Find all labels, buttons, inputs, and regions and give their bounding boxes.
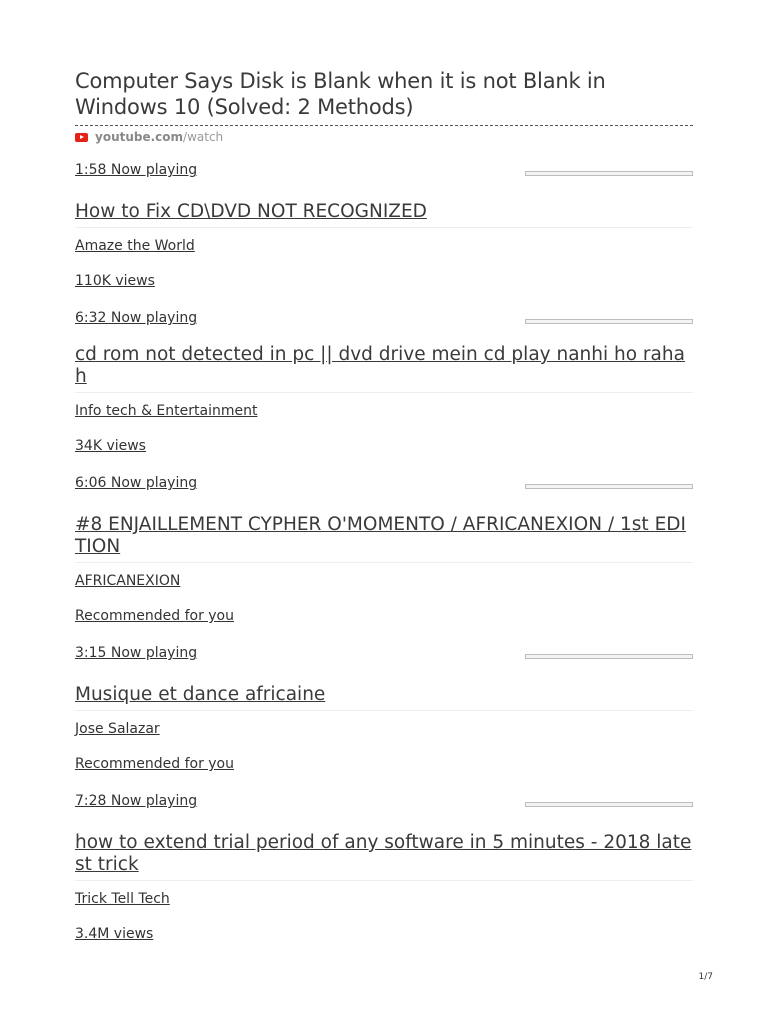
video-title-block xyxy=(75,344,693,393)
views-link[interactable]: 110K views xyxy=(75,273,155,289)
views-link[interactable]: 34K views xyxy=(75,438,146,454)
source-host: youtube.com xyxy=(95,130,184,144)
video-title-link[interactable]: #8 ENJAILLEMENT CYPHER O'MOMENTO / AFRICANEXION / 1st EDITION xyxy=(75,514,686,557)
now-playing-row xyxy=(75,307,693,329)
channel-link[interactable]: Trick Tell Tech xyxy=(75,891,170,907)
youtube-play-icon xyxy=(75,133,88,142)
now-playing-link[interactable]: 6:32 Now playing xyxy=(75,310,198,326)
progress-bar xyxy=(525,802,693,807)
video-title-block xyxy=(75,684,693,711)
video-title-block xyxy=(75,201,693,228)
page-title: Computer Says Disk is Blank when it is not Blank in Windows 10 (Solved: 2 Methods) xyxy=(75,69,606,119)
page-number: 1/7 xyxy=(698,972,713,982)
channel-link[interactable]: Amaze the World xyxy=(75,238,195,254)
video-title-link[interactable]: how to extend trial period of any software in 5 minutes - 2018 latest trick xyxy=(75,832,692,875)
progress-bar xyxy=(525,171,693,176)
now-playing-row xyxy=(75,790,693,812)
progress-bar xyxy=(525,319,693,324)
channel-link[interactable]: Info tech & Entertainment xyxy=(75,403,258,419)
video-title-link[interactable]: cd rom not detected in pc || dvd drive mein cd play nanhi ho rahah xyxy=(75,344,685,387)
video-title-block xyxy=(75,514,693,563)
source-link[interactable] xyxy=(75,129,693,145)
channel-link[interactable]: Jose Salazar xyxy=(75,721,160,737)
now-playing-link[interactable]: 3:15 Now playing xyxy=(75,645,198,661)
document-page xyxy=(75,68,693,943)
progress-bar xyxy=(525,654,693,659)
channel-link[interactable]: AFRICANEXION xyxy=(75,573,181,589)
video-title-block xyxy=(75,832,693,881)
source-path: /watch xyxy=(183,130,224,144)
now-playing-row xyxy=(75,472,693,494)
recommended-link[interactable]: Recommended for you xyxy=(75,756,234,772)
now-playing-row xyxy=(75,642,693,664)
views-link[interactable]: 3.4M views xyxy=(75,926,154,942)
now-playing-link[interactable]: 6:06 Now playing xyxy=(75,475,198,491)
now-playing-link[interactable]: 1:58 Now playing xyxy=(75,162,198,178)
now-playing-row xyxy=(75,159,693,181)
dashed-divider xyxy=(75,125,693,126)
recommended-link[interactable]: Recommended for you xyxy=(75,608,234,624)
video-title-link[interactable]: Musique et dance africaine xyxy=(75,684,326,705)
video-title-link[interactable]: How to Fix CD\DVD NOT RECOGNIZED xyxy=(75,201,427,222)
now-playing-link[interactable]: 7:28 Now playing xyxy=(75,793,198,809)
progress-bar xyxy=(525,484,693,489)
